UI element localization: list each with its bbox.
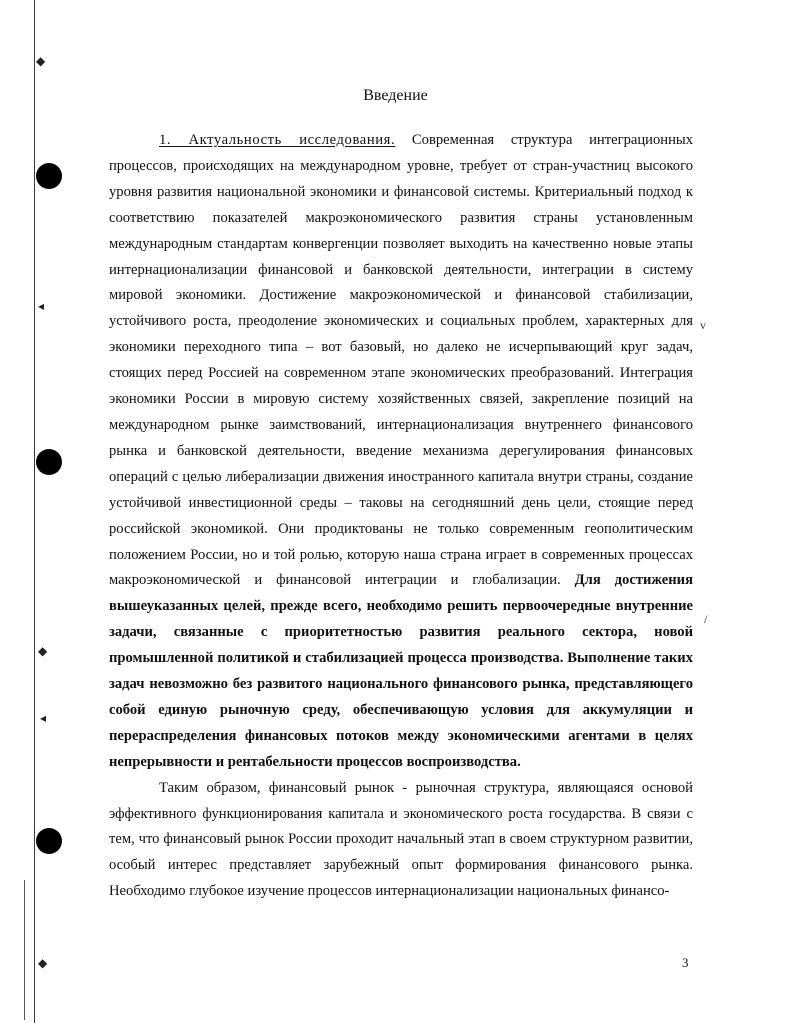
edge-line bbox=[34, 0, 35, 1023]
margin-check-mark: / bbox=[704, 612, 708, 626]
scan-left-edge bbox=[0, 0, 48, 1023]
paragraph-relevance bbox=[109, 128, 693, 776]
scan-mark: ◆ bbox=[36, 54, 46, 68]
paragraph-conclusion: Таким образом, финансовый рынок - рыночная структура, являющаяся основой эффективного функционирования капитала и экономического роста государства. В связи с тем, что финансовый рынок России проходит начальный этап в своем структурном развитии, особый интерес представляет зарубежный опыт формирования финансового рынка. Необходимо глубокое изучение процессов интернационализации национальных финансо- bbox=[109, 779, 693, 900]
section-heading: 1. Актуальность исследования. bbox=[159, 132, 396, 148]
paragraph-bold-text: Для достижения вышеуказанных целей, прежде всего, необходимо решить первоочередные внутренние задачи, связанные с приоритетностью развития реального сектора, новой промышленной политикой и стабилизацией процесса производства. Выполнение таких задач невозможно без развитого национального финансового рынка, представляющего собой единую рыночную среду, обеспечивающую условия для аккумуляции и перераспределения финансовых потоков между экономическими агентами в целях непрерывности и рентабельности процессов воспроизводства. bbox=[109, 572, 693, 770]
paragraph-text: Современная структура интеграционных процессов, происходящих на международном уровне, требует от стран-участниц высокого уровня развития национальной экономики и финансовой системы. Критериальный подход к соответствию показателей макроэкономического развития страны установленным международным стандартам конвергенции позволяет выходить на качественно новые этапы интернационализации финансовой и банковской деятельности, интеграции в систему мировой экономики. Достижение макроэкономической и финансовой стабилизации, устойчивого роста, преодоление экономических и социальных проблем, характерных для экономики переходного типа – вот базовый, но далеко не исчерпывающий круг задач, стоящих перед Россией на современном этапе экономических преобразований. Интеграция экономики России в мировую систему хозяйственных связей, закрепление позиций на международном рынке заимствований, интернационализация внутреннего финансового рынка и банковской деятельности, введение механизма дерегулирования финансовых операций с целью либерализации движения иностранного капитала внутри страны, создание устойчивой инвестиционной среды – таковы на сегодняшний день цели, стоящие перед российской экономикой. Они продиктованы не только современным геополитическим положением России, но и той ролью, которую наша страна играет в современных процессах макроэкономической и финансовой интеграции и глобализации. bbox=[109, 132, 693, 589]
margin-check-mark: v bbox=[700, 318, 706, 332]
binder-hole bbox=[36, 828, 62, 854]
page-title: Введение bbox=[363, 87, 428, 104]
page-number: 3 bbox=[682, 955, 689, 970]
binder-hole bbox=[36, 449, 62, 475]
scan-mark: ◆ bbox=[38, 956, 48, 970]
binder-hole bbox=[36, 163, 62, 189]
scan-mark: ◂ bbox=[40, 711, 47, 725]
scan-mark: ◆ bbox=[38, 644, 48, 658]
scan-mark: ◂ bbox=[38, 299, 45, 313]
body-text bbox=[109, 128, 693, 905]
edge-line bbox=[24, 880, 25, 1020]
